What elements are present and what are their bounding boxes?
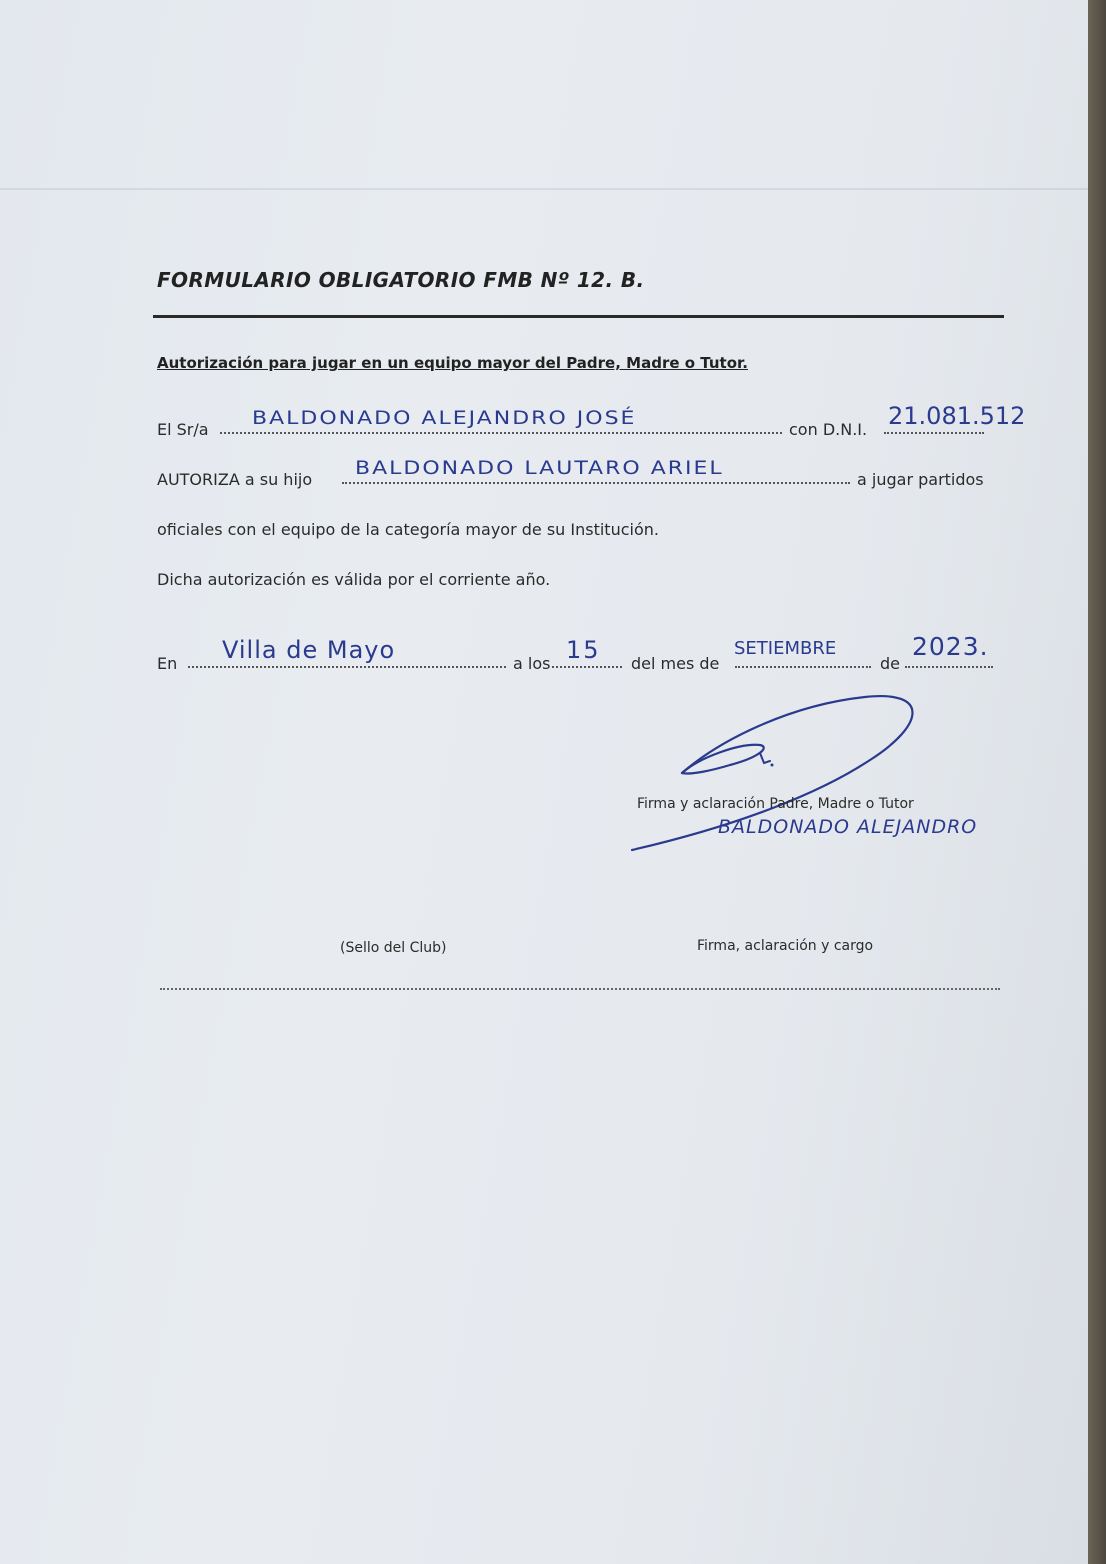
- line-parent-prefix: El Sr/a: [157, 420, 209, 439]
- date-year-label: de: [880, 654, 900, 673]
- line-category-text: oficiales con el equipo de la categoría mayor de su Institución.: [157, 520, 659, 539]
- title-divider: [153, 315, 1004, 318]
- dni-handwriting: 21.081.512: [888, 402, 1026, 430]
- paper-fold: [0, 188, 1088, 190]
- line-child-suffix: a jugar partidos: [857, 470, 984, 489]
- parent-signature-caption: Firma y aclaración Padre, Madre o Tutor: [637, 796, 914, 812]
- year-field: [905, 666, 993, 668]
- line-validity-text: Dicha autorización es válida por el corriente año.: [157, 570, 551, 589]
- day-field: [552, 666, 622, 668]
- parent-name-field: [220, 432, 782, 434]
- child-name-handwriting: BALDONADO LAUTARO ARIEL: [355, 457, 724, 479]
- place-field: [188, 666, 506, 668]
- day-handwriting: 15: [566, 636, 601, 664]
- year-handwriting: 2023.: [912, 632, 989, 661]
- club-signature-line: [160, 988, 1000, 990]
- month-handwriting: SETIEMBRE: [734, 638, 837, 659]
- line-dni-label: con D.N.I.: [789, 420, 868, 439]
- date-day-label: a los: [513, 654, 551, 673]
- table-background-edge: [1088, 0, 1106, 1564]
- form-title: FORMULARIO OBLIGATORIO FMB Nº 12. B.: [157, 268, 645, 292]
- line-child-prefix: AUTORIZA a su hijo: [157, 470, 313, 489]
- dni-field: [884, 432, 984, 434]
- parent-name-handwriting: BALDONADO ALEJANDRO JOSÉ: [252, 407, 637, 429]
- signature-clarification-handwriting: BALDONADO ALEJANDRO: [718, 816, 978, 838]
- club-signature-caption: Firma, aclaración y cargo: [697, 938, 874, 954]
- place-handwriting: Villa de Mayo: [222, 636, 396, 664]
- month-field: [735, 666, 871, 668]
- date-month-label: del mes de: [631, 654, 720, 673]
- form-subtitle: Autorización para jugar en un equipo mayor del Padre, Madre o Tutor.: [157, 354, 748, 372]
- club-stamp-caption: (Sello del Club): [340, 940, 447, 956]
- date-place-label: En: [157, 654, 178, 673]
- child-name-field: [342, 482, 850, 484]
